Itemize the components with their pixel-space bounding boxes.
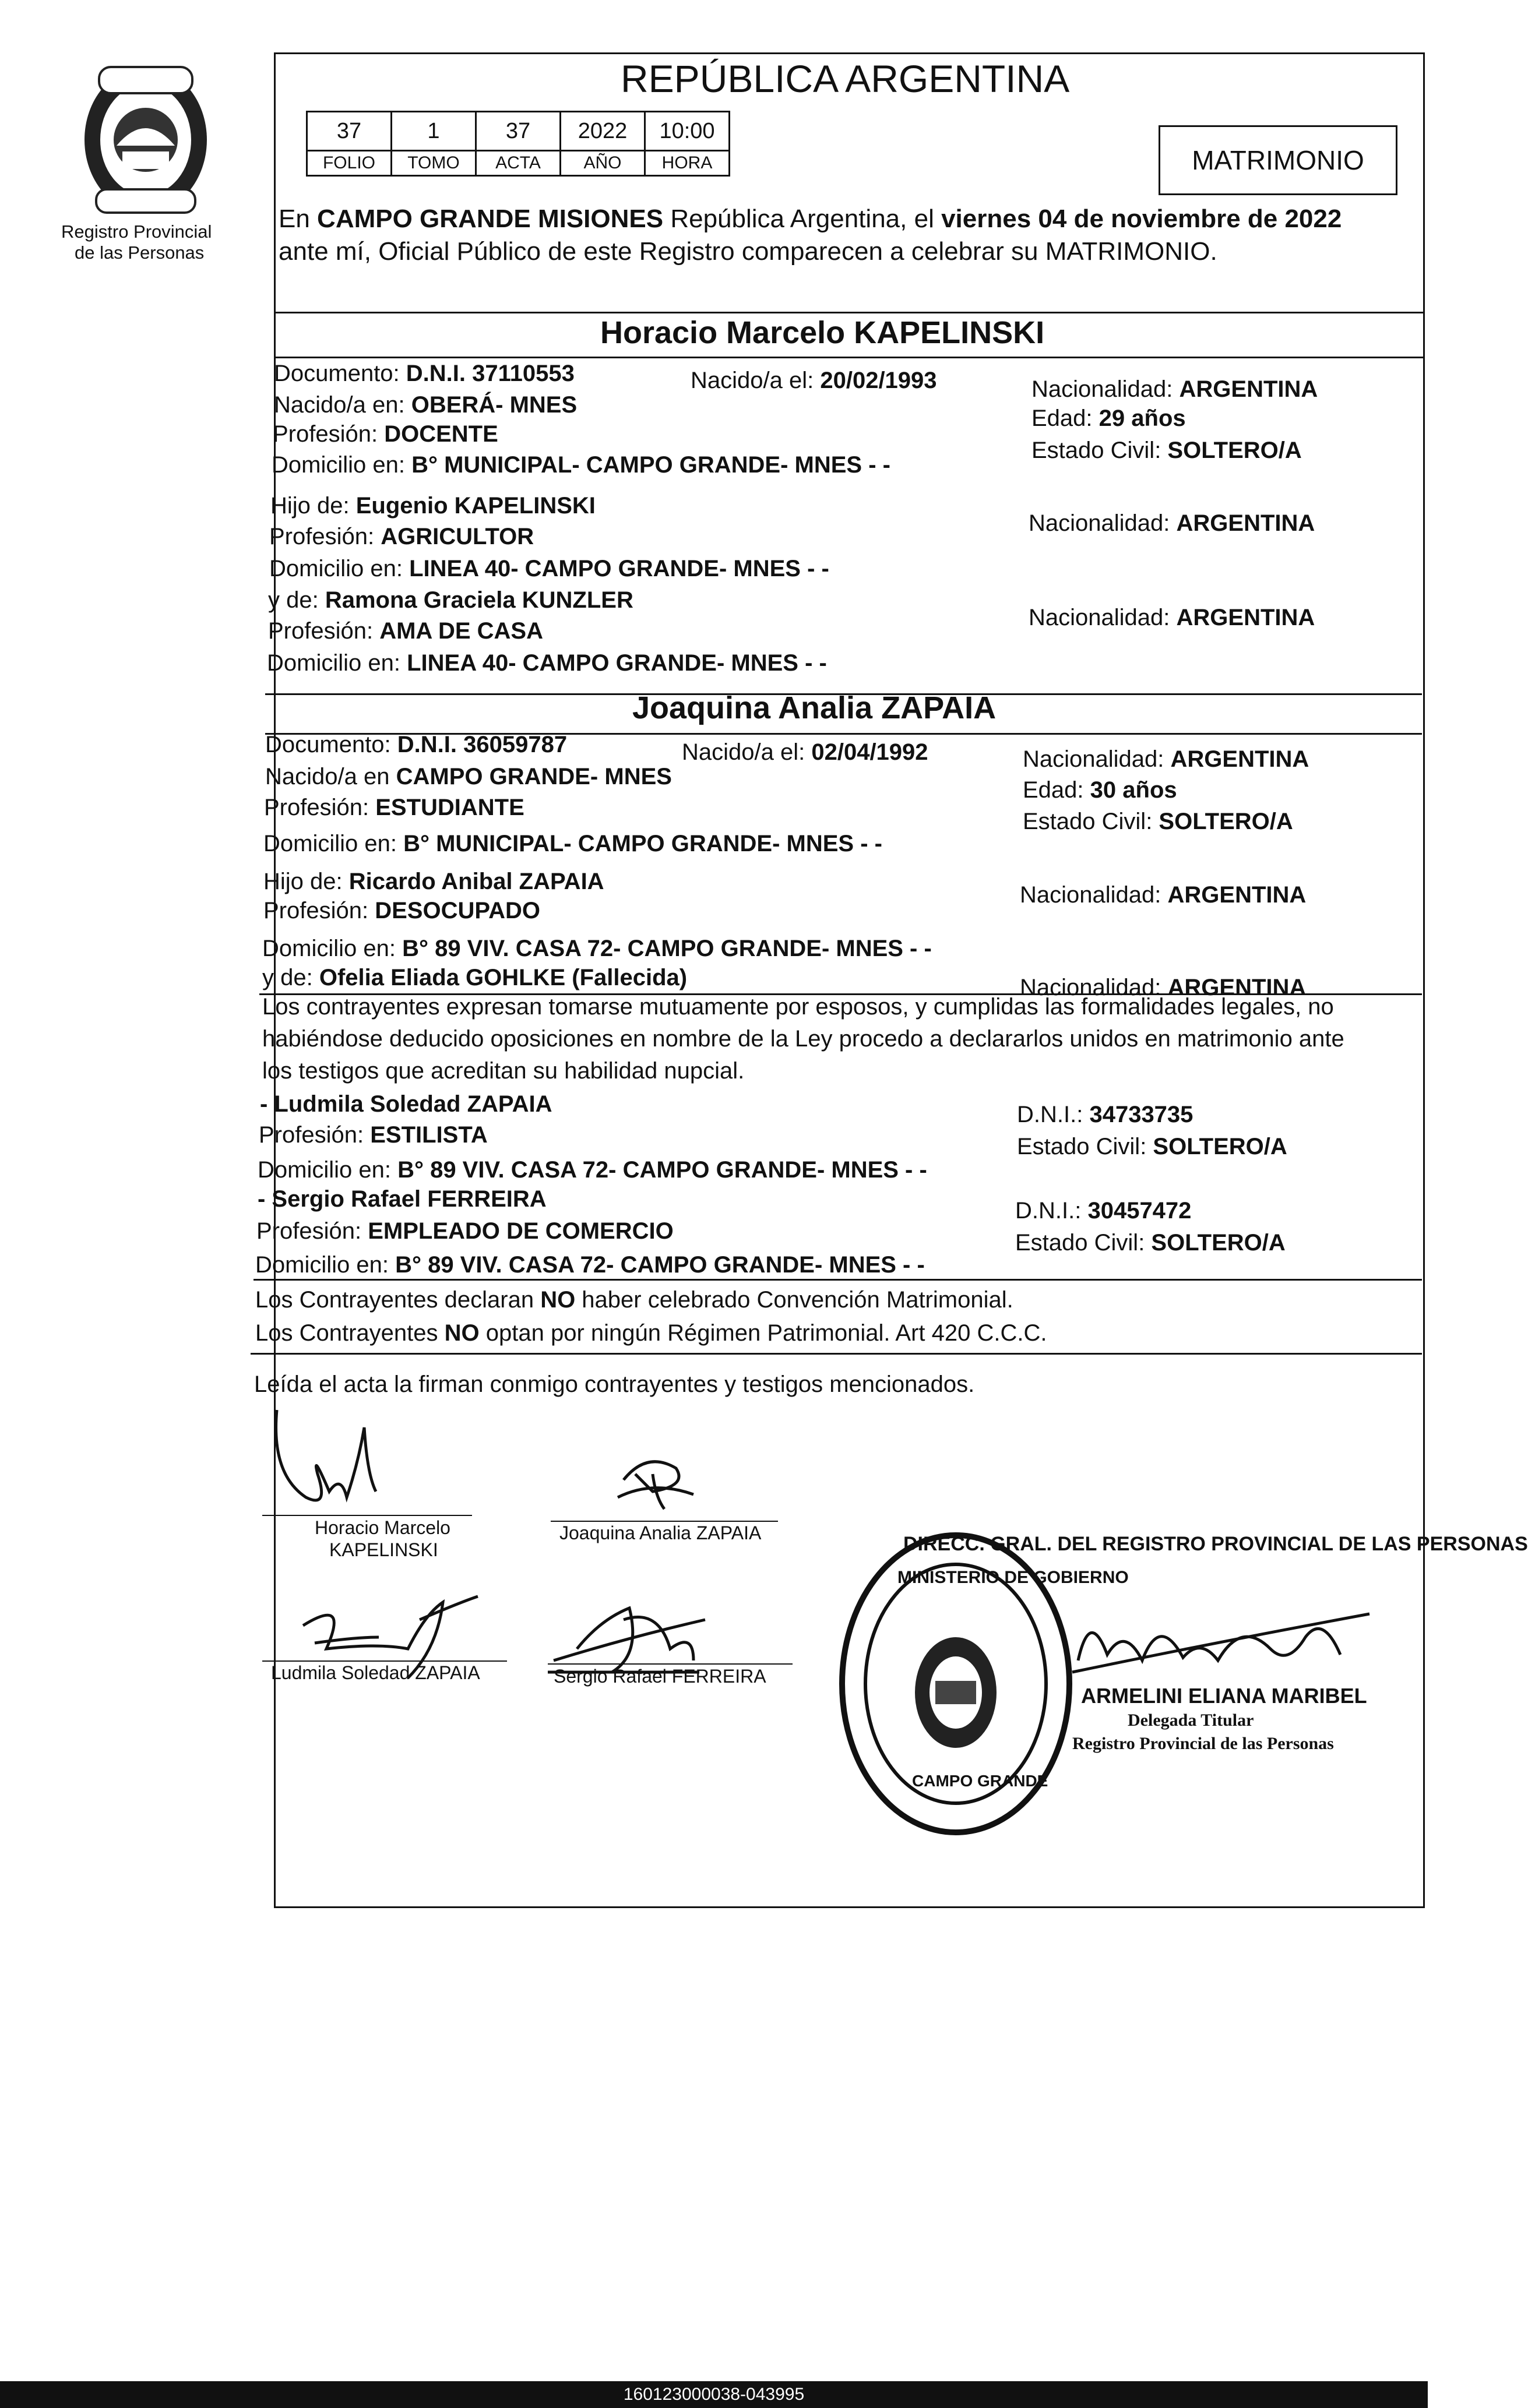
value: B° 89 VIV. CASA 72- CAMPO GRANDE- MNES - -: [402, 936, 932, 961]
registry-line-1: Registro Provincial: [61, 221, 212, 242]
signature-line: [548, 1663, 793, 1665]
groom-father: [270, 492, 596, 519]
declaration-line-3: los testigos que acreditan su habilidad nupcial.: [262, 1058, 745, 1084]
bride-father: [263, 868, 604, 895]
document-footer: [0, 2381, 1428, 2408]
intro-prefix: En: [279, 205, 318, 233]
text: haber celebrado Convención Matrimonial.: [575, 1287, 1013, 1313]
groom-civil-status: [1031, 437, 1302, 464]
label: Nacionalidad:: [1020, 975, 1168, 1000]
closing-statement: Leída el acta la firman conmigo contrayentes y testigos mencionados.: [254, 1372, 975, 1397]
convention-line-2: [255, 1320, 1047, 1346]
label: Edad:: [1031, 406, 1099, 431]
seal-outer-text: DIRECC. GRAL. DEL REGISTRO PROVINCIAL DE LAS PERSONAS: [903, 1533, 1528, 1555]
signature-line: [262, 1515, 472, 1516]
declaration-line-1: Los contrayentes expresan tomarse mutuamente por esposos, y cumplidas las formalidades legales, no: [262, 994, 1334, 1020]
value: SOLTERO/A: [1153, 1134, 1287, 1159]
bride-nationality: [1023, 746, 1309, 773]
divider: [274, 357, 1425, 358]
label: Estado Civil:: [1017, 1134, 1153, 1159]
value: 29 años: [1099, 406, 1186, 431]
label: Domicilio en:: [267, 650, 407, 676]
value: DOCENTE: [384, 421, 498, 447]
value: Ofelia Eliada GOHLKE (Fallecida): [319, 965, 688, 990]
bride-mother: [262, 964, 687, 991]
registry-table: [306, 111, 730, 177]
value: SOLTERO/A: [1159, 809, 1293, 834]
label: Documento:: [265, 732, 397, 757]
witness-1-address: [258, 1157, 927, 1183]
witness-2-profession: [256, 1218, 674, 1244]
bride-born-place: [265, 763, 672, 790]
year-value: 2022: [561, 112, 645, 151]
divider: [254, 1279, 1422, 1281]
label: Nacionalidad:: [1029, 605, 1177, 630]
label: Profesión:: [264, 795, 376, 820]
registry-line-2: de las Personas: [75, 242, 205, 263]
label: Estado Civil:: [1023, 809, 1159, 834]
groom-born-date: [691, 367, 937, 394]
acta-label: ACTA: [476, 151, 561, 176]
groom-profession: [273, 421, 498, 447]
label: Profesión:: [268, 618, 380, 644]
bride-born-date: [682, 739, 928, 766]
value: SOLTERO/A: [1167, 438, 1302, 463]
label: Nacido/a el:: [682, 739, 812, 765]
witness-1-signature-name: Ludmila Soledad ZAPAIA: [271, 1662, 480, 1683]
bride-name: Joaquina Analia ZAPAIA: [632, 690, 997, 725]
value: B° MUNICIPAL- CAMPO GRANDE- MNES - -: [403, 831, 882, 856]
bride-profession: [264, 794, 524, 821]
value: Ramona Graciela KUNZLER: [325, 587, 633, 613]
bride-address: [263, 830, 882, 857]
groom-age: [1031, 405, 1186, 432]
seal-inner-text: MINISTERIO DE GOBIERNO: [897, 1568, 1129, 1587]
label: Domicilio en:: [272, 452, 412, 478]
value: D.N.I. 36059787: [397, 732, 568, 757]
witness-1-name: - Ludmila Soledad ZAPAIA: [260, 1091, 552, 1117]
groom-mother-address: [267, 650, 827, 676]
act-type-box: [1159, 125, 1397, 195]
value: ARGENTINA: [1167, 882, 1307, 908]
label: Domicilio en:: [269, 556, 410, 581]
hour-label: HORA: [645, 151, 730, 176]
witness-2-address: [255, 1251, 925, 1278]
intro-date: viernes 04 de noviembre de 2022: [941, 205, 1342, 233]
label: Nacionalidad:: [1031, 376, 1180, 402]
label: Profesión:: [259, 1122, 371, 1148]
label: Domicilio en:: [255, 1252, 396, 1278]
groom-nationality: [1031, 376, 1318, 403]
groom-father-profession: [269, 523, 534, 550]
bride-father-nationality: [1020, 882, 1306, 908]
label: Nacionalidad:: [1029, 510, 1177, 536]
label: Profesión:: [256, 1218, 368, 1244]
folio-value: 37: [307, 112, 392, 151]
label: Domicilio en:: [263, 831, 404, 856]
value: Ricardo Anibal ZAPAIA: [348, 869, 604, 894]
bride-father-address: [262, 935, 932, 962]
value: 30457472: [1087, 1198, 1192, 1224]
value: D.N.I. 37110553: [406, 361, 575, 386]
label: Nacionalidad:: [1020, 882, 1168, 908]
groom-signature-name-2: KAPELINSKI: [329, 1539, 438, 1560]
value: 02/04/1992: [811, 739, 928, 765]
value: B° MUNICIPAL- CAMPO GRANDE- MNES - -: [411, 452, 890, 478]
declaration-line-2: habiéndose deducido oposiciones en nombre de la Ley procedo a declararlos unidos en matrimonio ante: [262, 1026, 1344, 1052]
groom-mother: [268, 587, 633, 614]
bride-age: [1023, 777, 1177, 803]
province-logo: [76, 52, 216, 221]
country-title: REPÚBLICA ARGENTINA: [621, 57, 1070, 100]
witness-1-dni: [1017, 1101, 1193, 1128]
groom-signature-name-1: Horacio Marcelo: [315, 1517, 450, 1538]
label: Profesión:: [263, 898, 375, 923]
value: CAMPO GRANDE- MNES: [396, 764, 672, 789]
text: Los Contrayentes: [255, 1320, 445, 1346]
intro-middle: República Argentina, el: [663, 205, 942, 233]
value: 30 años: [1090, 777, 1177, 803]
witness-2-civil-status: [1015, 1229, 1286, 1256]
value: EMPLEADO DE COMERCIO: [368, 1218, 674, 1244]
groom-doc: [274, 360, 575, 387]
groom-mother-nationality: [1029, 604, 1315, 631]
label: Estado Civil:: [1031, 438, 1168, 463]
groom-father-address: [269, 555, 829, 582]
value: ESTUDIANTE: [375, 795, 524, 820]
document-id: 160123000038-043995: [623, 2385, 805, 2404]
acta-value: 37: [476, 112, 561, 151]
label: D.N.I.:: [1017, 1102, 1090, 1127]
intro-place: CAMPO GRANDE MISIONES: [317, 205, 664, 233]
emphasis: NO: [444, 1320, 480, 1346]
value: ARGENTINA: [1170, 746, 1309, 772]
value: ESTILISTA: [370, 1122, 488, 1148]
value: ARGENTINA: [1176, 605, 1315, 630]
year-label: AÑO: [561, 151, 645, 176]
value: B° 89 VIV. CASA 72- CAMPO GRANDE- MNES - -: [395, 1252, 925, 1278]
label: Profesión:: [269, 524, 381, 549]
value: OBERÁ- MNES: [411, 392, 578, 418]
value: 20/02/1993: [820, 368, 937, 393]
text: optan por ningún Régimen Patrimonial. Art 420 C.C.C.: [479, 1320, 1047, 1346]
label: Documento:: [274, 361, 406, 386]
tomo-value: 1: [392, 112, 476, 151]
groom-father-nationality: [1029, 510, 1315, 537]
value: ARGENTINA: [1176, 510, 1315, 536]
groom-mother-profession: [268, 618, 543, 644]
folio-label: FOLIO: [307, 151, 392, 176]
bride-civil-status: [1023, 808, 1293, 835]
label: Edad:: [1023, 777, 1090, 803]
label: Nacionalidad:: [1023, 746, 1171, 772]
label: D.N.I.:: [1015, 1198, 1088, 1224]
bride-signature-name: Joaquina Analia ZAPAIA: [559, 1522, 762, 1543]
value: DESOCUPADO: [375, 898, 540, 923]
label: Estado Civil:: [1015, 1230, 1152, 1256]
witness-2-signature-name: Sergio Rafael FERREIRA: [554, 1666, 766, 1687]
convention-line-1: [255, 1286, 1013, 1313]
tomo-label: TOMO: [392, 151, 476, 176]
label: Nacido/a en:: [274, 392, 411, 418]
witness-2-name: - Sergio Rafael FERREIRA: [258, 1186, 547, 1212]
bride-father-profession: [263, 897, 540, 924]
label: Hijo de:: [270, 493, 356, 519]
official-organization: Registro Provincial de las Personas: [1072, 1734, 1334, 1753]
bride-doc: [265, 731, 567, 758]
official-name: ARMELINI ELIANA MARIBEL: [1081, 1684, 1367, 1708]
label: Profesión:: [273, 421, 385, 447]
value: 34733735: [1089, 1102, 1193, 1127]
value: SOLTERO/A: [1151, 1230, 1286, 1256]
text: Los Contrayentes declaran: [255, 1287, 541, 1313]
intro-line-2: ante mí, Oficial Público de este Registro comparecen a celebrar su MATRIMONIO.: [279, 237, 1217, 266]
value: AGRICULTOR: [381, 524, 534, 549]
divider: [274, 312, 1425, 313]
value: LINEA 40- CAMPO GRANDE- MNES - -: [409, 556, 829, 581]
witness-1-civil-status: [1017, 1133, 1287, 1160]
act-type: MATRIMONIO: [1192, 145, 1364, 175]
label: Hijo de:: [263, 869, 349, 894]
witness-1-profession: [259, 1122, 488, 1148]
label: Nacido/a el:: [691, 368, 821, 393]
value: ARGENTINA: [1167, 975, 1307, 1000]
value: Eugenio KAPELINSKI: [355, 493, 596, 519]
label: Domicilio en:: [262, 936, 403, 961]
groom-signature: [265, 1404, 382, 1521]
official-role: Delegada Titular: [1128, 1711, 1254, 1730]
label: Nacido/a en: [265, 764, 396, 789]
hour-value: 10:00: [645, 112, 730, 151]
value: AMA DE CASA: [379, 618, 543, 644]
label: y de:: [268, 587, 325, 613]
value: LINEA 40- CAMPO GRANDE- MNES - -: [407, 650, 827, 676]
label: y de:: [262, 965, 319, 990]
witness-2-dni: [1015, 1197, 1191, 1224]
groom-name: Horacio Marcelo KAPELINSKI: [600, 315, 1045, 350]
groom-address: [272, 452, 890, 478]
label: Domicilio en:: [258, 1157, 398, 1183]
seal-place: CAMPO GRANDE: [912, 1772, 1048, 1790]
value: ARGENTINA: [1179, 376, 1318, 402]
intro-line-1: [279, 204, 1342, 234]
emphasis: NO: [540, 1287, 576, 1313]
bride-signature: [600, 1445, 705, 1521]
value: B° 89 VIV. CASA 72- CAMPO GRANDE- MNES - -: [397, 1157, 927, 1183]
groom-born-place: [274, 392, 577, 418]
divider: [251, 1353, 1422, 1355]
